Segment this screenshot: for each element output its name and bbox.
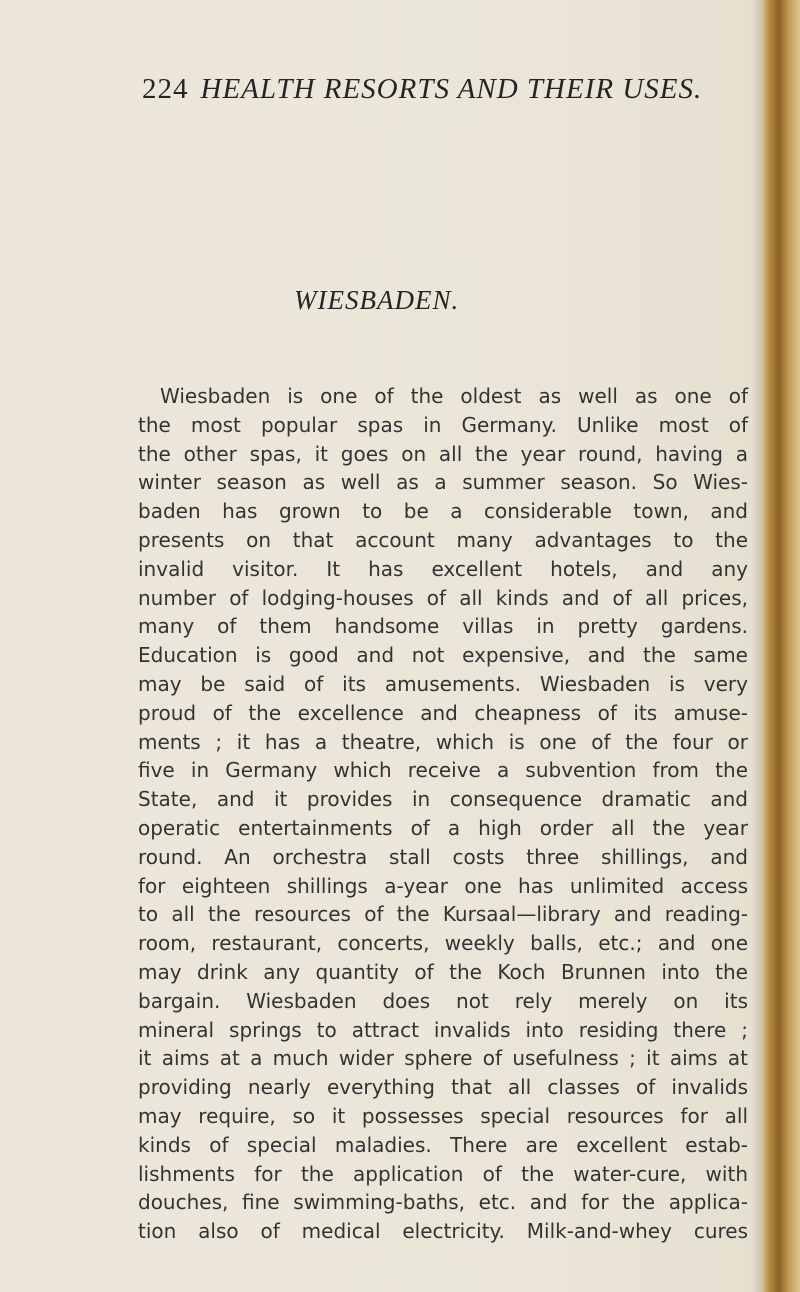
text-line: it aims at a much wider sphere of usefulness ; it aims at	[138, 1046, 748, 1071]
text-line: number of lodging-houses of all kinds and of all prices,	[138, 585, 748, 610]
text-line: five in Germany which receive a subvention from the	[138, 758, 748, 783]
body-paragraph	[138, 382, 748, 1246]
text-line: for eighteen shillings a-year one has unlimited access	[138, 873, 748, 898]
page-edge-shadow	[752, 0, 762, 1292]
text-line: kinds of special maladies. There are excellent estab-	[138, 1132, 748, 1157]
text-line: lishments for the application of the water-cure, with	[138, 1161, 748, 1186]
running-title: HEALTH RESORTS AND THEIR USES.	[200, 73, 703, 105]
text-line: tion also of medical electricity. Milk-and-whey cures	[138, 1219, 748, 1244]
text-line: round. An orchestra stall costs three shillings, and	[138, 844, 748, 869]
text-line: Wiesbaden is one of the oldest as well as one of	[160, 384, 748, 408]
text-line: room, restaurant, concerts, weekly balls, etc.; and one	[138, 931, 748, 956]
text-line: proud of the excellence and cheapness of its amuse-	[138, 700, 748, 725]
running-header	[142, 73, 702, 106]
text-line: State, and it provides in consequence dramatic and	[138, 787, 748, 812]
text-line: many of them handsome villas in pretty gardens.	[138, 614, 748, 639]
text-line: the most popular spas in Germany. Unlike most of	[138, 412, 748, 437]
text-line: baden has grown to be a considerable town, and	[138, 499, 748, 524]
text-line: Education is good and not expensive, and the same	[138, 643, 748, 668]
text-line: may require, so it possesses special resources for all	[138, 1103, 748, 1128]
text-line: the other spas, it goes on all the year round, having a	[138, 441, 748, 466]
text-line: operatic entertainments of a high order all the year	[138, 815, 748, 840]
page-number: 224	[142, 73, 189, 105]
text-line: ments ; it has a theatre, which is one of the four or	[138, 729, 748, 754]
gilded-page-edge	[762, 0, 800, 1292]
text-line: bargain. Wiesbaden does not rely merely on its	[138, 988, 748, 1013]
text-line: to all the resources of the Kursaal—library and reading-	[138, 902, 748, 927]
text-line: may be said of its amusements. Wiesbaden is very	[138, 671, 748, 696]
text-line: providing nearly everything that all classes of invalids	[138, 1075, 748, 1100]
text-line: may drink any quantity of the Koch Brunnen into the	[138, 959, 748, 984]
text-line: presents on that account many advantages to the	[138, 527, 748, 552]
text-line: invalid visitor. It has excellent hotels, and any	[138, 556, 748, 581]
text-line: winter season as well as a summer season. So Wies-	[138, 470, 748, 495]
text-line: douches, fine swimming-baths, etc. and for the applica-	[138, 1190, 748, 1215]
section-title: WIESBADEN.	[294, 285, 460, 315]
text-line: mineral springs to attract invalids into residing there ;	[138, 1017, 748, 1042]
